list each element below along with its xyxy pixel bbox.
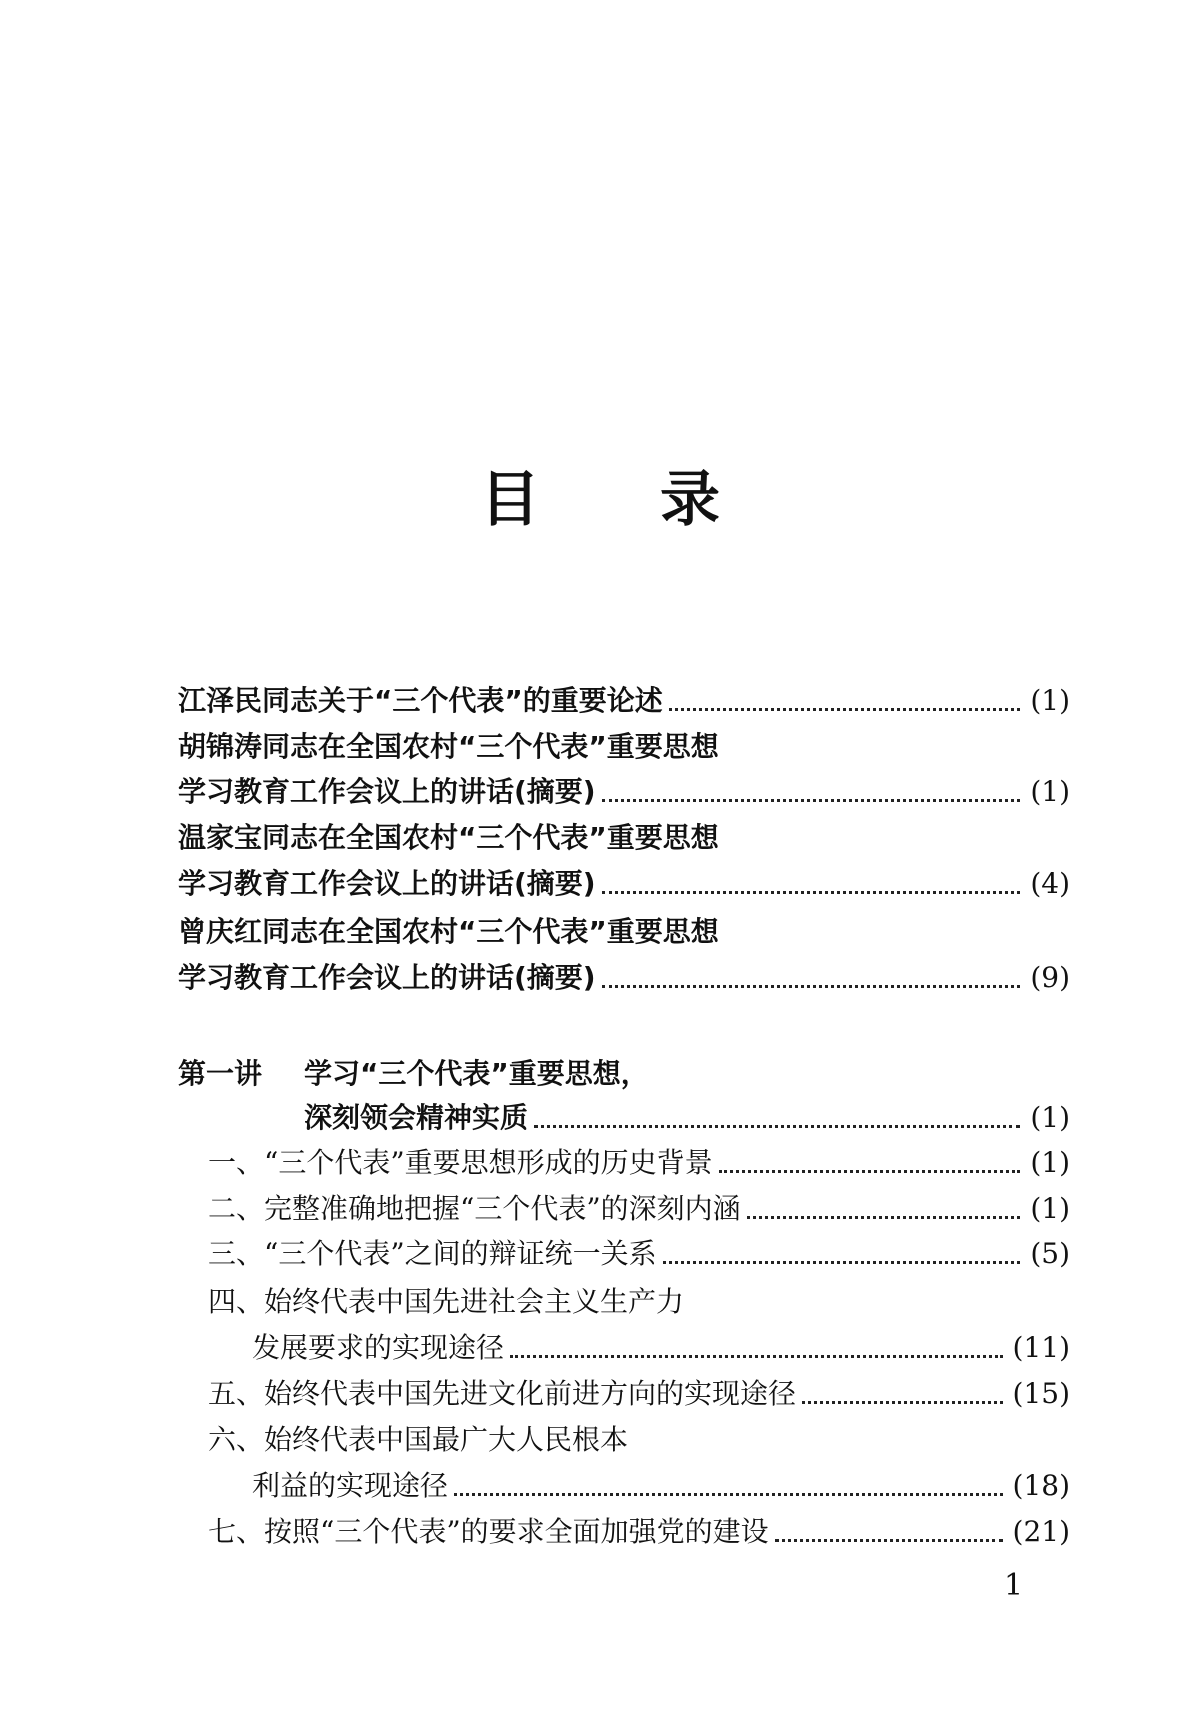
toc-page-ref: (4) [1030,867,1070,900]
section-4-line1[interactable] [208,1280,1070,1320]
page-title [0,452,1200,538]
section-title: 六、始终代表中国最广大人民根本 [208,1423,629,1456]
toc-page-ref: (15) [1012,1377,1070,1410]
page-number: 1 [1004,1568,1024,1603]
chapter-1-heading-line2[interactable] [304,1096,1070,1136]
toc-page-ref: (5) [1030,1237,1070,1270]
leader-dots [747,1216,1021,1219]
chapter-title-cont: 深刻领会精神实质 [304,1101,529,1134]
toc-entry-wen-line2[interactable] [178,862,1070,902]
section-5[interactable] [208,1372,1070,1412]
toc-entry-title-cont: 学习教育工作会议上的讲话(摘要) [178,961,596,994]
toc-page-ref: (1) [1030,684,1070,717]
chapter-1-heading-line1[interactable] [178,1052,1070,1092]
section-6-line1[interactable] [208,1418,1070,1458]
section-1[interactable] [208,1141,1070,1181]
section-3[interactable] [208,1232,1070,1272]
section-7[interactable] [208,1510,1070,1550]
toc-page-ref: (1) [1030,775,1070,808]
leader-dots [454,1493,1003,1496]
leader-dots [669,708,1021,711]
toc-page-ref: (21) [1012,1515,1070,1548]
leader-dots [663,1261,1021,1264]
toc-page-ref: (9) [1030,961,1070,994]
toc-entry-title-cont: 学习教育工作会议上的讲话(摘要) [178,867,596,900]
section-title: 一、“三个代表”重要思想形成的历史背景 [208,1146,713,1179]
toc-entry-jiang[interactable] [178,679,1070,719]
toc-entry-title: 温家宝同志在全国农村“三个代表”重要思想 [178,821,719,854]
leader-dots [802,1401,1003,1404]
leader-dots [719,1170,1021,1173]
toc-page-ref: (1) [1030,1192,1070,1225]
section-title: 二、完整准确地把握“三个代表”的深刻内涵 [208,1192,741,1225]
toc-entry-hu-line1[interactable] [178,725,1070,765]
leader-dots [510,1355,1003,1358]
leader-dots [602,891,1021,894]
toc-entry-zeng-line2[interactable] [178,956,1070,996]
section-4-line2[interactable] [252,1326,1070,1366]
section-title-cont: 利益的实现途径 [252,1469,449,1502]
toc-page-ref: (11) [1012,1331,1070,1364]
title-char-1: 目 [480,465,540,535]
toc-entry-zeng-line1[interactable] [178,910,1070,950]
toc-page-ref: (18) [1012,1469,1070,1502]
toc-page-ref: (1) [1030,1146,1070,1179]
section-title: 七、按照“三个代表”的要求全面加强党的建设 [208,1515,769,1548]
toc-entry-title: 江泽民同志关于“三个代表”的重要论述 [178,684,663,717]
leader-dots [775,1539,1003,1542]
chapter-title: 学习“三个代表”重要思想， [304,1057,649,1090]
toc-entry-wen-line1[interactable] [178,816,1070,856]
section-title: 三、“三个代表”之间的辩证统一关系 [208,1237,657,1270]
chapter-label: 第一讲 [178,1057,263,1090]
section-title: 五、始终代表中国先进文化前进方向的实现途径 [208,1377,797,1410]
toc-entry-hu-line2[interactable] [178,770,1070,810]
section-6-line2[interactable] [252,1464,1070,1504]
leader-dots [534,1125,1020,1128]
toc-entry-title: 曾庆红同志在全国农村“三个代表”重要思想 [178,915,719,948]
toc-entry-title-cont: 学习教育工作会议上的讲话(摘要) [178,775,596,808]
section-2[interactable] [208,1187,1070,1227]
section-title: 四、始终代表中国先进社会主义生产力 [208,1285,685,1318]
section-title-cont: 发展要求的实现途径 [252,1331,505,1364]
leader-dots [602,799,1021,802]
toc-entry-title: 胡锦涛同志在全国农村“三个代表”重要思想 [178,730,719,763]
toc-page-ref: (1) [1030,1101,1070,1134]
leader-dots [602,985,1021,988]
title-char-2: 录 [660,465,720,535]
